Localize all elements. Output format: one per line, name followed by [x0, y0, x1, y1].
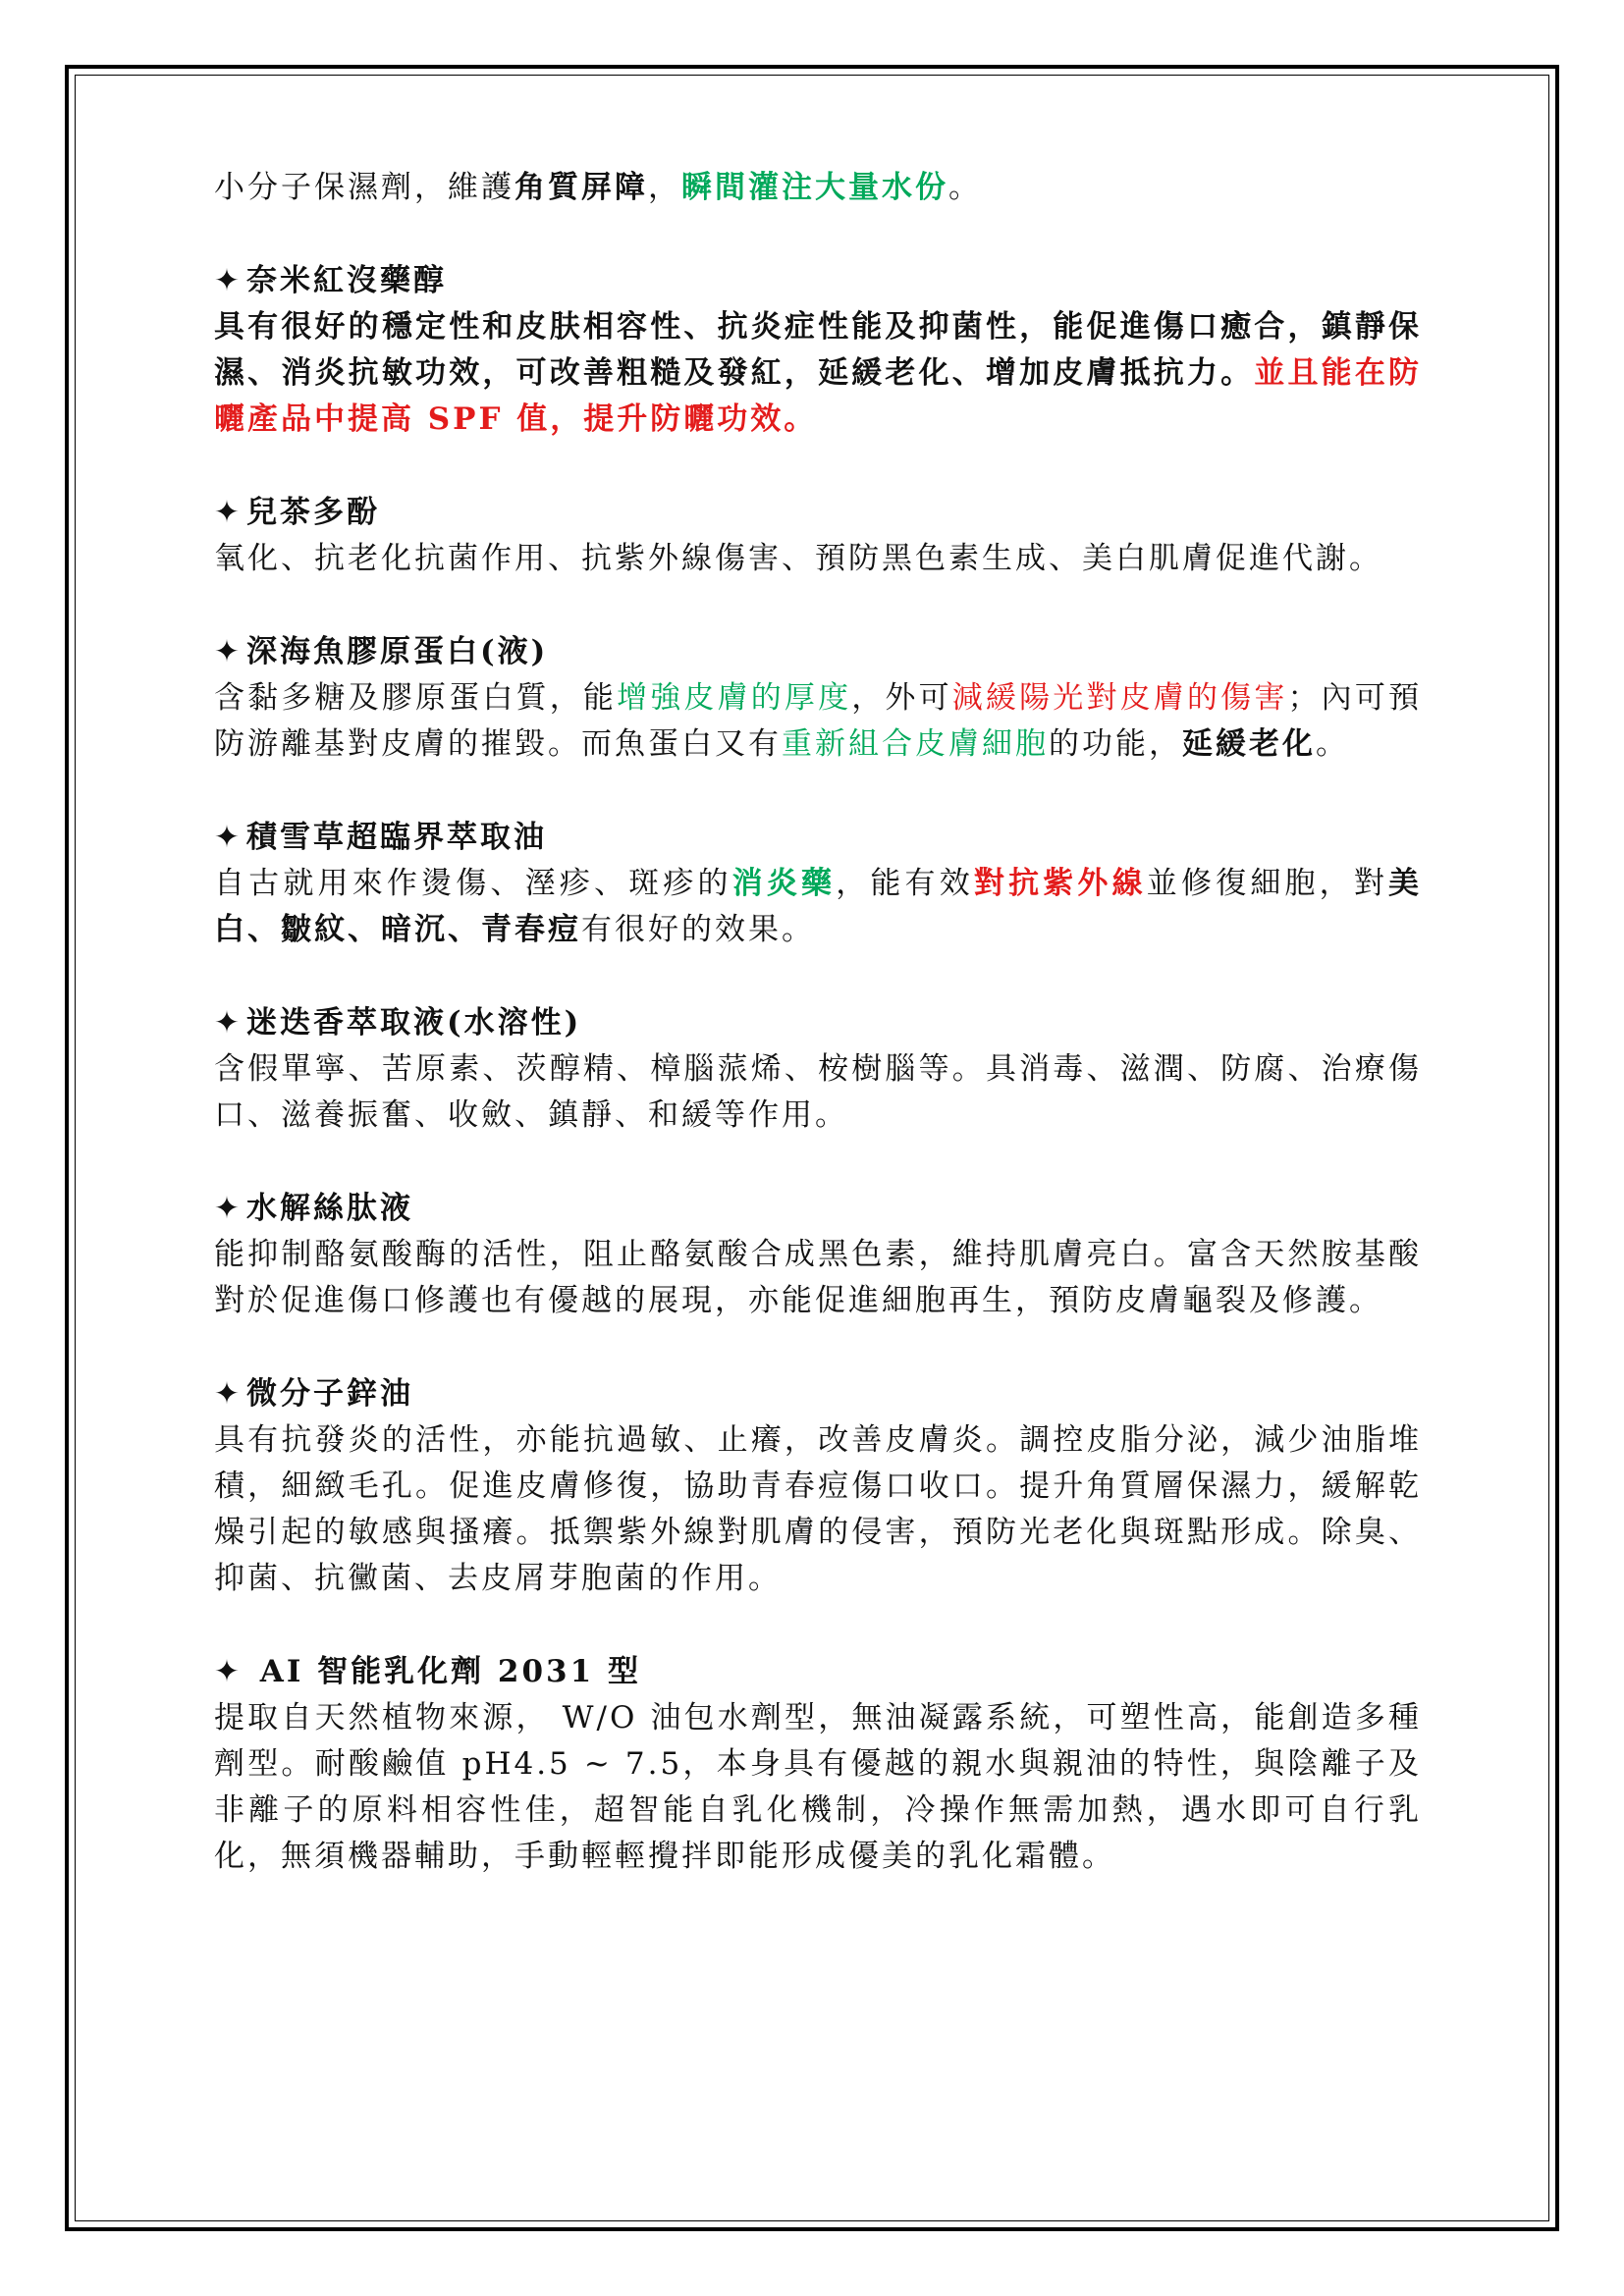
description-text-segment: 具有抗發炎的活性，亦能抗過敏、止癢，改善皮膚炎。調控皮脂分泌，減少油脂堆積，細緻毛孔。促進皮膚修復，協助青春痘傷口收口。提升角質層保濕力，緩解乾燥引起的敏感與搔癢。抵禦紫外線對肌膚的侵害，預防光老化與斑點形成。除臭、抑菌、抗黴菌、去皮屑芽胞菌的作用。 — [214, 1422, 1422, 1596]
ingredient-heading — [214, 1649, 1422, 1695]
description-text-segment: 美白、皺紋、暗沉、青春痘 — [214, 866, 1423, 947]
description-text-segment: 含黏多糖及膠原蛋白質，能 — [214, 680, 618, 716]
description-text-segment: ；內可預防游離基對皮膚的摧毀。而魚蛋白又有 — [214, 680, 1423, 762]
ingredient-description — [214, 1046, 1422, 1139]
description-text-segment: ，外可 — [851, 680, 952, 716]
ingredient-title: 積雪草超臨界萃取油 — [245, 820, 547, 855]
description-text-segment: 含假單寧、苦原素、茨醇精、樟腦蒎烯、桉樹腦等。具消毒、滋潤、防腐、治療傷口、滋養振奮、收斂、鎮靜、和緩等作用。 — [214, 1051, 1422, 1133]
intro-text-segment: 瞬間灌注大量水份 — [681, 170, 948, 205]
description-text-segment: 重新組合皮膚細胞 — [782, 726, 1049, 762]
star-bullet-icon: ✦ — [214, 495, 243, 530]
star-bullet-icon: ✦ — [214, 1191, 243, 1226]
description-text-segment: 。 — [1316, 726, 1349, 762]
ingredient-heading — [214, 629, 1422, 675]
description-text-segment: 的功能， — [1049, 726, 1182, 762]
ingredient-heading — [214, 1186, 1422, 1232]
description-text-segment: 氧化、抗老化抗菌作用、抗紫外線傷害、預防黑色素生成、美白肌膚促進代謝。 — [214, 541, 1382, 576]
description-text-segment: 提取自天然植物來源， W/O 油包水劑型，無油凝露系統，可塑性高，能創造多種劑型。耐酸鹼值 pH4.5 ~ 7.5，本身具有優越的親水與親油的特性，與陰離子及非離子的原料相容性佳，超智能自乳化機制，冷操作無需加熱，遇水即可自行乳化，無須機器輔助，手動輕輕攪拌即能形成優美的乳化霜體。 — [214, 1700, 1422, 1874]
description-text-segment: 能抑制酪氨酸酶的活性，阻止酪氨酸合成黑色素，維持肌膚亮白。富含天然胺基酸對於促進傷口修護也有優越的展現，亦能促進細胞再生，預防皮膚龜裂及修護。 — [214, 1237, 1422, 1318]
description-text-segment: 自古就用來作燙傷、溼疹、斑疹的 — [214, 866, 732, 901]
ingredient-description — [214, 861, 1422, 953]
ingredient-title: AI 智能乳化劑 2031 型 — [245, 1654, 641, 1689]
description-text-segment: ，能有效 — [836, 866, 974, 901]
intro-text-segment: 角質屏障 — [514, 170, 648, 205]
ingredient-list — [214, 258, 1422, 1880]
star-bullet-icon: ✦ — [214, 1654, 243, 1689]
intro-text-segment: 小分子保濕劑，維護 — [214, 170, 514, 205]
ingredient-section — [214, 1649, 1422, 1880]
ingredient-description — [214, 675, 1422, 768]
description-text-segment: 並且能在防曬產品中提高 SPF 值，提升防曬功效。 — [214, 355, 1422, 437]
ingredient-section — [214, 1371, 1422, 1602]
star-bullet-icon: ✦ — [214, 634, 243, 669]
description-text-segment: 具有很好的穩定性和皮肤相容性、抗炎症性能及抑菌性，能促進傷口癒合，鎮靜保濕、消炎抗敏功效，可改善粗糙及發紅，延緩老化、增加皮膚抵抗力。 — [214, 309, 1422, 391]
star-bullet-icon: ✦ — [214, 263, 243, 298]
ingredient-heading — [214, 1371, 1422, 1417]
ingredient-title: 微分子鋅油 — [245, 1376, 413, 1412]
description-text-segment: 增強皮膚的厚度 — [617, 680, 852, 716]
ingredient-heading — [214, 815, 1422, 861]
ingredient-section — [214, 1000, 1422, 1139]
ingredient-description — [214, 1695, 1422, 1880]
ingredient-section — [214, 629, 1422, 768]
description-text-segment: 延緩老化 — [1182, 726, 1316, 762]
ingredient-section — [214, 258, 1422, 443]
star-bullet-icon: ✦ — [214, 1005, 243, 1041]
intro-text-segment: ， — [648, 170, 681, 205]
ingredient-title: 迷迭香萃取液(水溶性) — [245, 1005, 582, 1041]
ingredient-heading — [214, 490, 1422, 536]
ingredient-heading — [214, 1000, 1422, 1046]
document-body — [214, 165, 1422, 1927]
ingredient-title: 水解絲肽液 — [245, 1191, 413, 1226]
description-text-segment: 對抗紫外線 — [973, 866, 1147, 901]
ingredient-title: 深海魚膠原蛋白(液) — [245, 634, 549, 669]
ingredient-heading — [214, 258, 1422, 304]
ingredient-section — [214, 490, 1422, 582]
description-text-segment: 並修復細胞，對 — [1146, 866, 1389, 901]
intro-paragraph — [214, 165, 1422, 211]
ingredient-description — [214, 536, 1422, 582]
ingredient-description — [214, 304, 1422, 443]
ingredient-section — [214, 1186, 1422, 1324]
intro-text-segment: 。 — [948, 170, 982, 205]
ingredient-description — [214, 1232, 1422, 1324]
ingredient-description — [214, 1417, 1422, 1602]
description-text-segment: 有很好的效果。 — [581, 912, 815, 947]
intro-section — [214, 165, 1422, 211]
star-bullet-icon: ✦ — [214, 820, 243, 855]
description-text-segment: 消炎藥 — [731, 866, 837, 901]
ingredient-section — [214, 815, 1422, 953]
ingredient-title: 奈米紅沒藥醇 — [245, 263, 447, 298]
star-bullet-icon: ✦ — [214, 1376, 243, 1412]
description-text-segment: 減緩陽光對皮膚的傷害 — [951, 680, 1288, 716]
ingredient-title: 兒茶多酚 — [245, 495, 380, 530]
